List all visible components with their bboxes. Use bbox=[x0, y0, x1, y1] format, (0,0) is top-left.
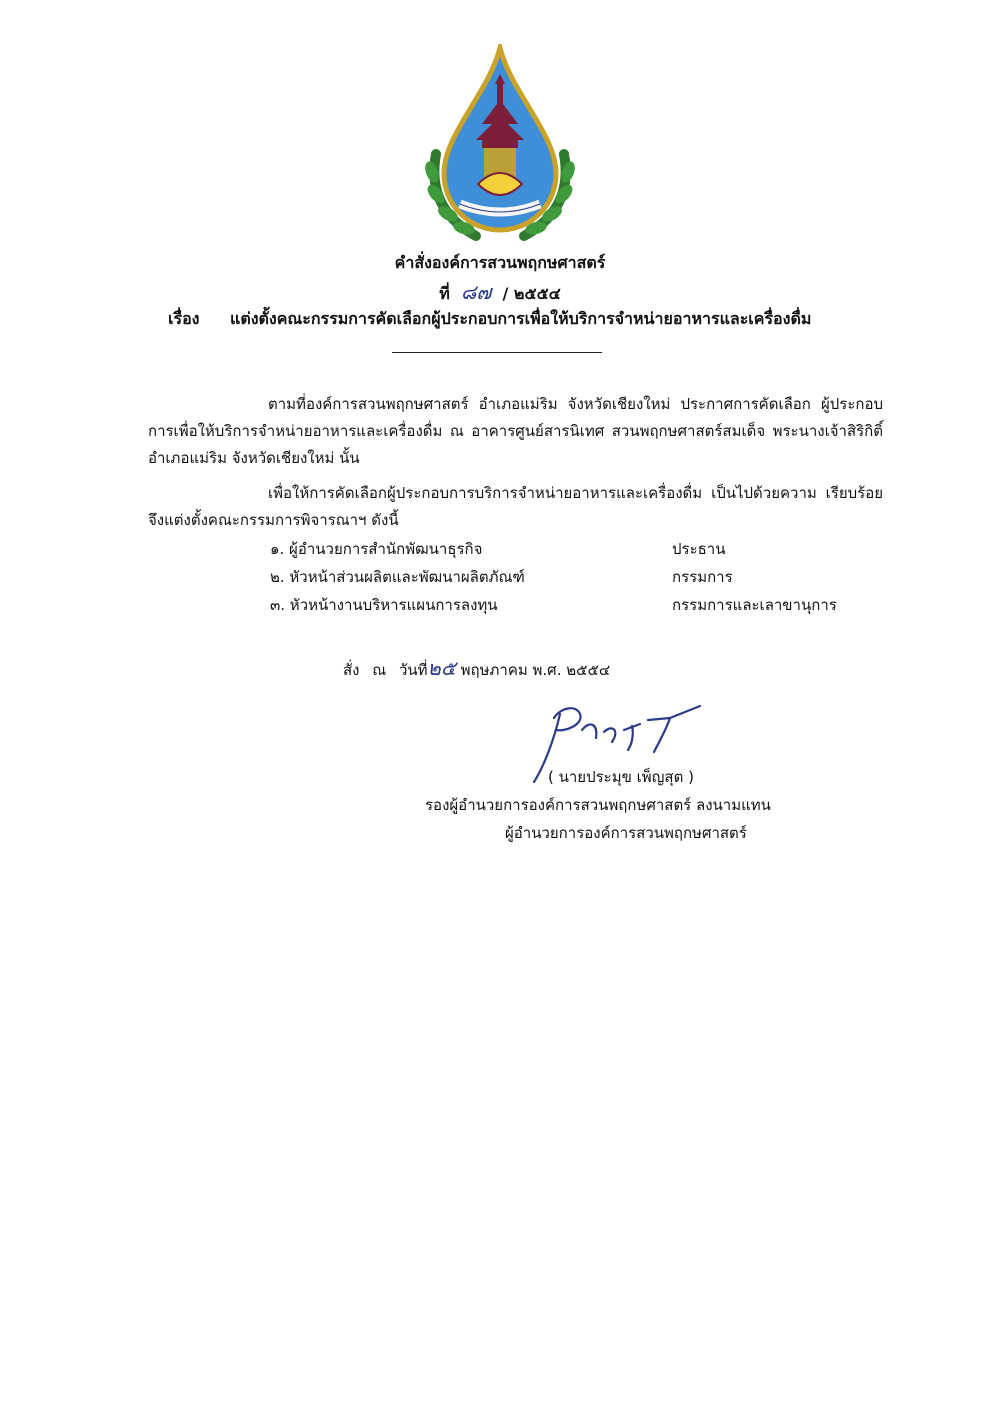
order-number-line bbox=[0, 276, 1000, 308]
committee-role-1: ประธาน bbox=[672, 540, 726, 558]
day-prefix: วันที่ bbox=[398, 661, 428, 679]
committee-member-1: ๑. ผู้อำนวยการสำนักพัฒนาธุรกิจ bbox=[270, 540, 483, 558]
subject-line bbox=[168, 307, 811, 332]
committee-role-2: กรรมการ bbox=[672, 568, 733, 586]
body-paragraph-1: ตามที่องค์การสวนพฤกษศาสตร์ อำเภอแม่ริม จังหวัดเชียงใหม่ ประกาศการคัดเลือก ผู้ประกอบการเพื่อให้บริการจำหน่ายอาหารและเครื่องดื่ม ณ อาคารศูนย์สารนิเทศ สวนพฤกษศาสตร์สมเด็จ พระนางเจ้าสิริกิติ์ อำเภอแม่ริม จังหวัดเชียงใหม่ นั้น bbox=[148, 395, 883, 467]
signer-name: ( นายประมุข เพ็ญสุต ) bbox=[548, 768, 694, 786]
title-divider bbox=[392, 352, 602, 353]
committee-role-3: กรรมการและเลาขานุการ bbox=[672, 596, 837, 614]
subject-text: แต่งตั้งคณะกรรมการคัดเลือกผู้ประกอบการเพื่อให้บริการจำหน่ายอาหารและเครื่องดื่ม bbox=[230, 309, 812, 328]
order-dateline bbox=[343, 652, 610, 684]
at-word: ณ bbox=[372, 661, 387, 679]
order-number-suffix: / ๒๕๕๔ bbox=[502, 284, 561, 303]
committee-member-2: ๒. หัวหน้าส่วนผลิตและพัฒนาผลิตภัณฑ์ bbox=[270, 568, 525, 586]
day-handwritten: ๒๕ bbox=[427, 656, 456, 680]
signer-position-2: ผู้อำนวยการองค์การสวนพฤกษศาสตร์ bbox=[505, 824, 747, 842]
committee-member-3: ๓. หัวหน้างานบริหารแผนการลงทุน bbox=[270, 596, 498, 614]
organization-seal-logo bbox=[416, 44, 584, 244]
order-number-prefix: ที่ bbox=[439, 284, 450, 303]
order-word: สั่ง bbox=[343, 661, 360, 679]
month-year: พฤษภาคม พ.ศ. ๒๕๕๔ bbox=[460, 661, 611, 679]
body-paragraph-2: เพื่อให้การคัดเลือกผู้ประกอบการบริการจำหน่ายอาหารและเครื่องดื่ม เป็นไปด้วยความ เรียบร้อยจึงแต่งตั้งคณะกรรมการพิจารณาฯ ดังนี้ bbox=[148, 484, 883, 529]
order-title: คำสั่งองค์การสวนพฤกษศาสตร์ bbox=[394, 253, 606, 272]
order-number-handwritten: ๘๗ bbox=[460, 280, 492, 304]
subject-label: เรื่อง bbox=[168, 309, 200, 328]
signer-position-1: รองผู้อำนวยการองค์การสวนพฤกษศาสตร์ ลงนามแทน bbox=[425, 796, 771, 814]
